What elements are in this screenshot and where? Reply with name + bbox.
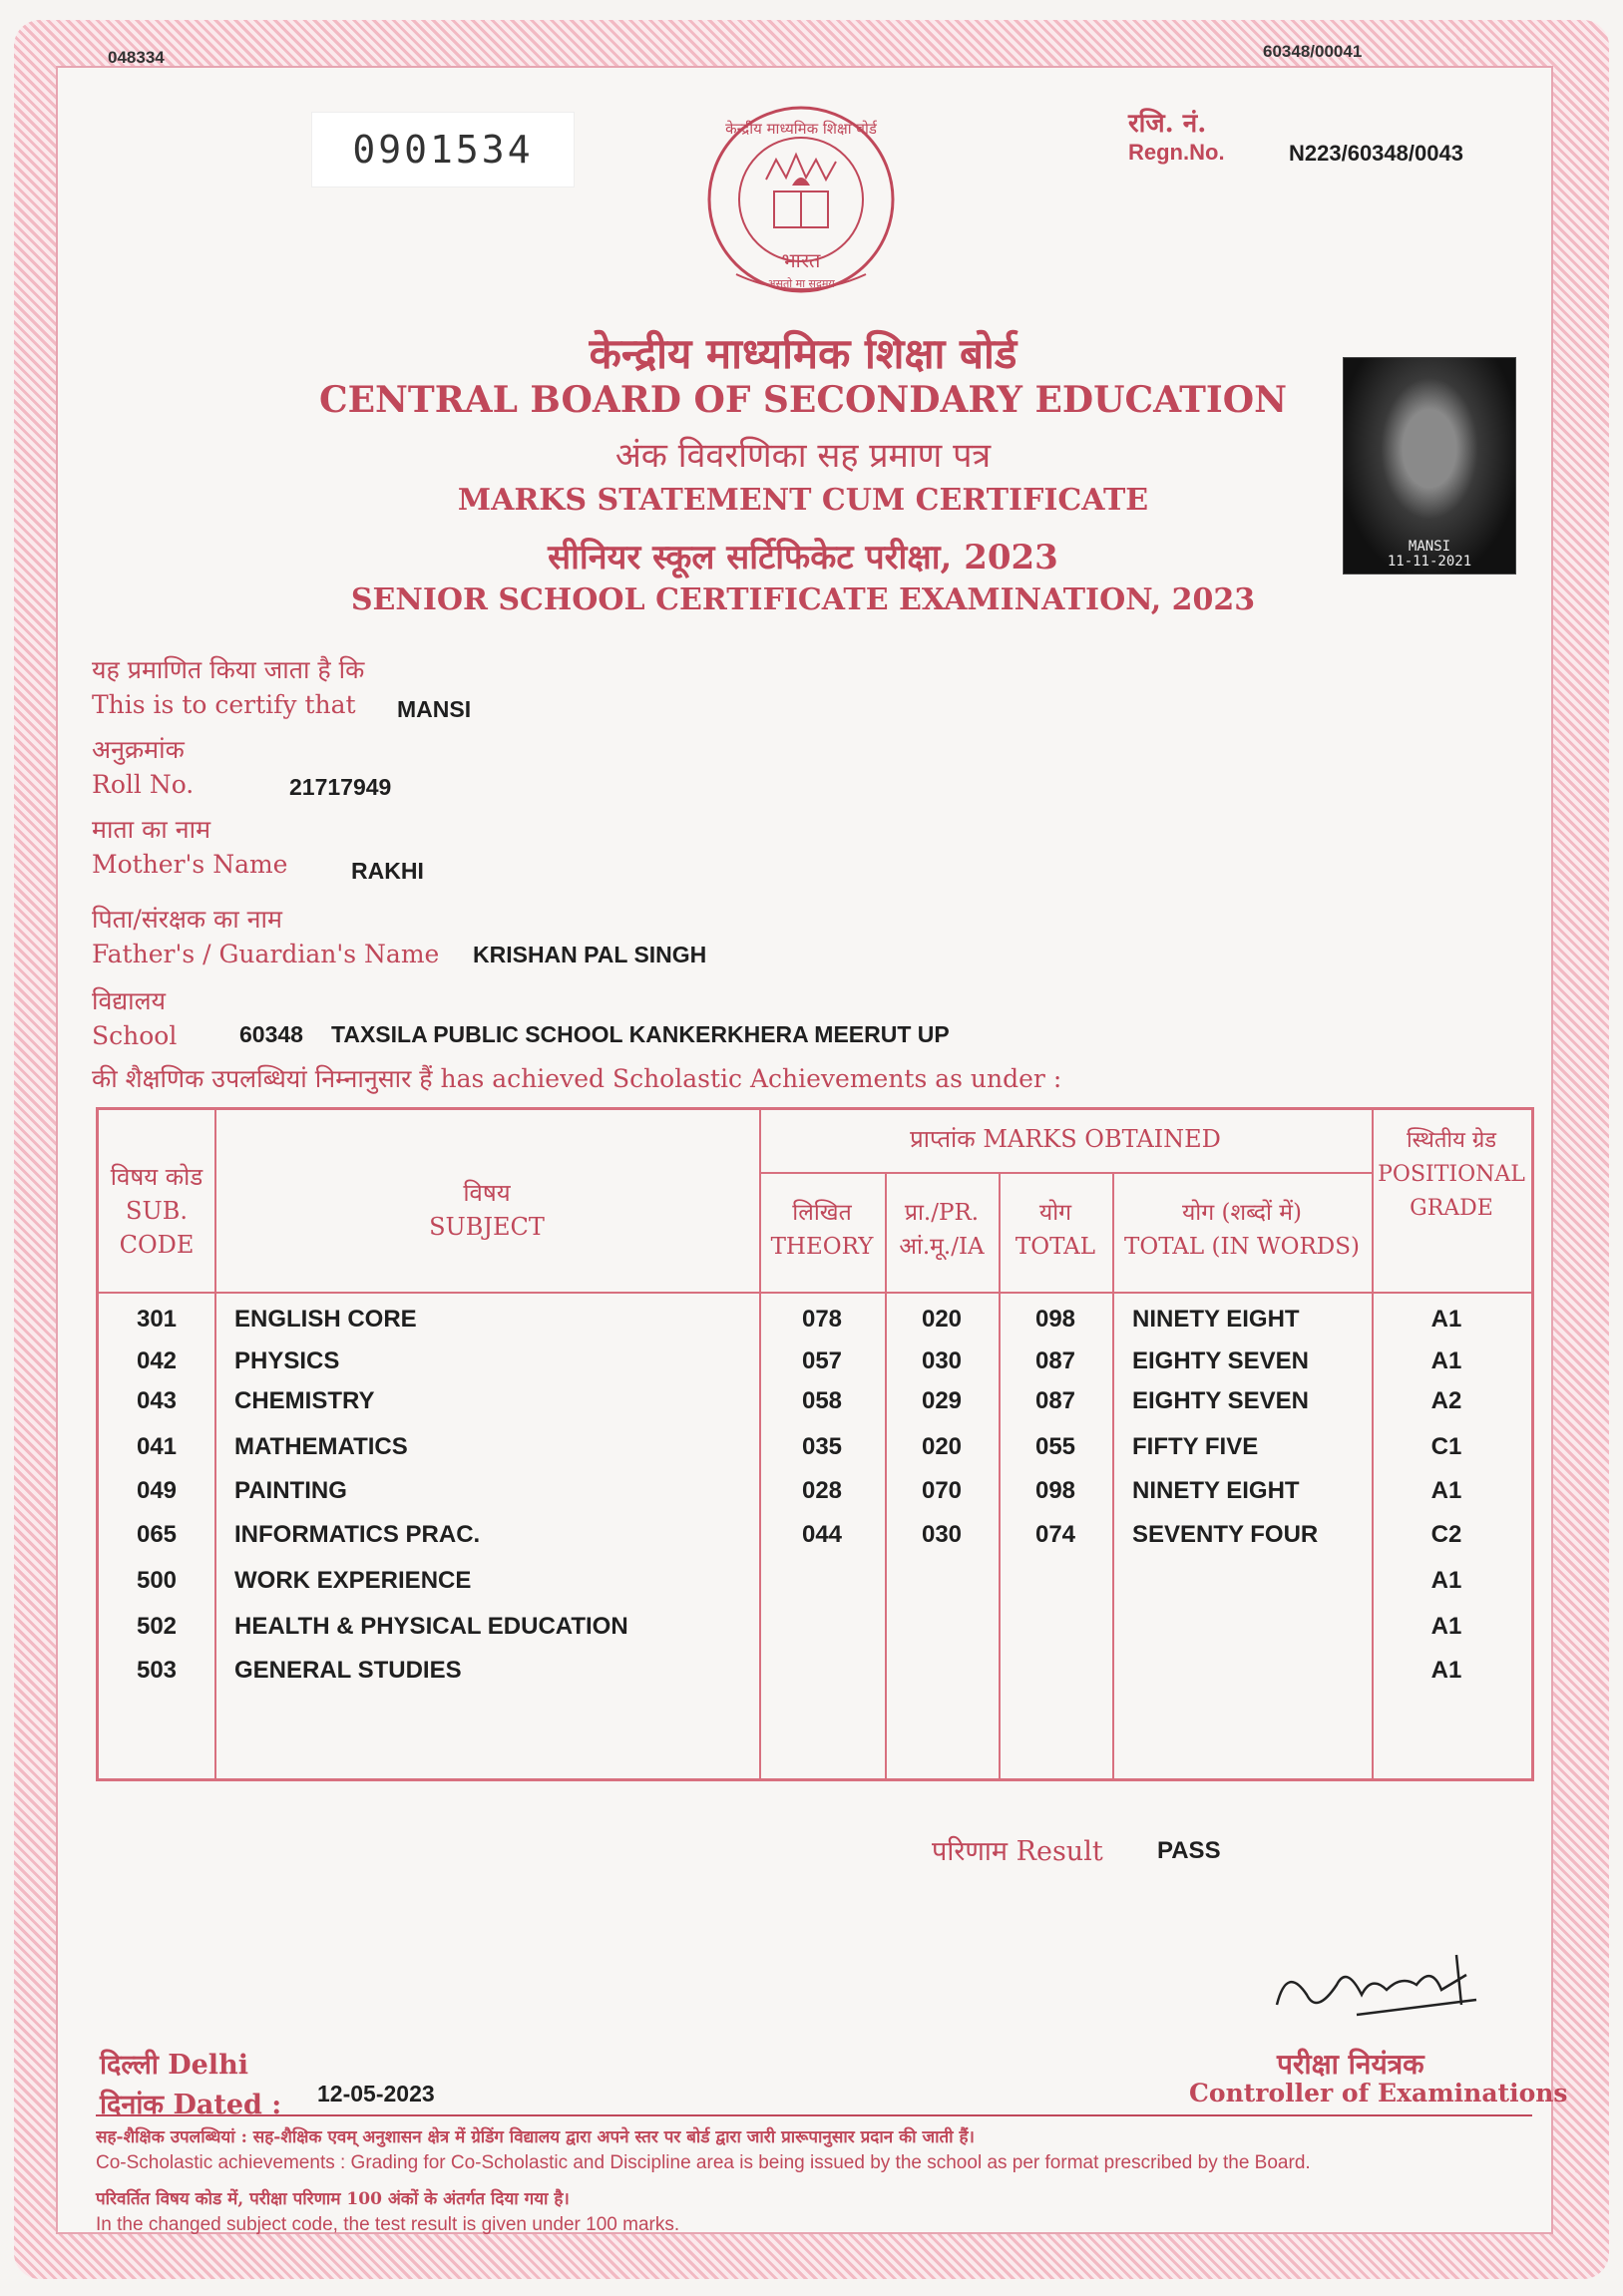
note-co-scholastic-hi: सह-शैक्षिक उपलब्धियां : सह-शैक्षिक एवम् अनुशासन क्षेत्र में ग्रेडिंग विद्यालय द्वारा अपने स्तर पर बोर्ड द्वारा जारी प्रारूपानुसार प्रदान की जाती हैं।	[96, 2127, 975, 2147]
cell-code: 503	[136, 1657, 178, 1684]
cell-words: EIGHTY SEVEN	[1132, 1347, 1309, 1374]
issue-date: 12-05-2023	[317, 2081, 435, 2106]
achieved-label-hi: की शैक्षणिक उपलब्धियां निम्नानुसार हैं	[92, 1064, 433, 1093]
photo-date: 11-11-2021	[1387, 554, 1472, 570]
cell-name: GENERAL STUDIES	[234, 1657, 462, 1684]
cell-name: PHYSICS	[234, 1347, 340, 1374]
cell-code: 065	[136, 1521, 178, 1548]
cell-theory: 057	[801, 1347, 843, 1374]
cell-name: PAINTING	[234, 1477, 347, 1504]
cell-practical: 029	[921, 1387, 963, 1414]
regn-label-en: Regn.No.	[1128, 140, 1225, 165]
cell-theory: 058	[801, 1387, 843, 1414]
cell-theory: 044	[801, 1521, 843, 1548]
footer-divider	[96, 2114, 1532, 2116]
exam-title-en: SENIOR SCHOOL CERTIFICATE EXAMINATION, 2023	[350, 582, 1256, 617]
roll-label-en: Roll No.	[92, 770, 195, 799]
cell-code: 500	[136, 1567, 178, 1594]
note-changed-code-en: In the changed subject code, the test result is given under 100 marks.	[96, 2214, 680, 2235]
exam-title-hi: सीनियर स्कूल सर्टिफिकेट परीक्षा, 2023	[548, 538, 1058, 577]
cbse-emblem-icon	[696, 100, 906, 309]
serial-number: 0901534	[311, 112, 575, 188]
emblem-ring-text: केन्द्रीय माध्यमिक शिक्षा बोर्ड	[725, 120, 877, 138]
cell-code: 502	[136, 1613, 178, 1640]
mother-name: RAKHI	[351, 858, 424, 884]
col-grade-header: स्थितीय ग्रेड POSITIONAL GRADE	[1378, 1128, 1525, 1221]
cell-words: SEVENTY FOUR	[1132, 1521, 1319, 1548]
regn-label-hi: रजि. नं.	[1128, 109, 1207, 139]
doc-title-en: MARKS STATEMENT CUM CERTIFICATE	[457, 483, 1149, 518]
cell-total: 087	[1034, 1387, 1076, 1414]
place: दिल्ली Delhi	[100, 2050, 248, 2081]
cell-practical: 030	[921, 1347, 963, 1374]
col-words-header: योग (शब्दों में) TOTAL (IN WORDS)	[1124, 1200, 1360, 1260]
school-label-en: School	[92, 1021, 178, 1050]
emblem-motto: असतो मा सद्गमय	[767, 277, 835, 290]
cell-words: NINETY EIGHT	[1132, 1477, 1300, 1504]
cell-total: 087	[1034, 1347, 1076, 1374]
certify-label-hi: यह प्रमाणित किया जाता है कि	[92, 655, 365, 684]
school-name: TAXSILA PUBLIC SCHOOL KANKERKHERA MEERUT UP	[331, 1021, 950, 1047]
cell-name: WORK EXPERIENCE	[234, 1567, 472, 1594]
certify-label-en: This is to certify that	[92, 690, 356, 719]
col-total-header: योग TOTAL	[1014, 1200, 1096, 1260]
cell-words: FIFTY FIVE	[1132, 1433, 1259, 1460]
roll-number: 21717949	[289, 774, 392, 800]
father-name: KRISHAN PAL SINGH	[473, 942, 707, 967]
cell-name: CHEMISTRY	[234, 1387, 375, 1414]
cell-grade: A1	[1430, 1657, 1462, 1684]
student-name: MANSI	[397, 696, 472, 722]
cell-total: 055	[1034, 1433, 1076, 1460]
school-label-hi: विद्यालय	[92, 986, 167, 1015]
mother-label-en: Mother's Name	[92, 850, 288, 879]
cell-words: NINETY EIGHT	[1132, 1306, 1300, 1333]
mother-label-hi: माता का नाम	[92, 815, 211, 844]
cell-grade: C2	[1430, 1521, 1462, 1548]
cell-grade: A1	[1430, 1477, 1462, 1504]
cell-name: ENGLISH CORE	[234, 1306, 417, 1333]
achieved-label-en: has achieved Scholastic Achievements as under :	[440, 1064, 1062, 1093]
roll-label-hi: अनुक्रमांक	[92, 735, 185, 764]
marks-table	[96, 1107, 1534, 1781]
school-code: 60348	[239, 1021, 303, 1047]
cell-practical: 070	[921, 1477, 963, 1504]
cell-grade: A2	[1430, 1387, 1462, 1414]
controller-title-en: Controller of Examinations	[1189, 2079, 1568, 2107]
marks-obtained-header: प्राप्तांक MARKS OBTAINED	[910, 1125, 1221, 1153]
cell-grade: A1	[1430, 1347, 1462, 1374]
corner-serial-right: 60348/00041	[1263, 42, 1363, 61]
cell-theory: 028	[801, 1477, 843, 1504]
col-practical-header: प्रा./PR. आं.मू./IA	[899, 1200, 985, 1260]
cell-grade: A1	[1430, 1306, 1462, 1333]
student-photo	[1343, 357, 1516, 574]
note-co-scholastic-en: Co-Scholastic achievements : Grading for Co-Scholastic and Discipline area is being issued by the school as per format prescribed by the Board.	[96, 2152, 1311, 2173]
regn-value: N223/60348/0043	[1289, 141, 1463, 166]
note-changed-code-hi: परिवर्तित विषय कोड में, परीक्षा परिणाम 100 अंकों के अंतर्गत दिया गया है।	[96, 2189, 570, 2209]
cell-practical: 030	[921, 1521, 963, 1548]
cell-code: 042	[136, 1347, 178, 1374]
result-value: PASS	[1157, 1837, 1221, 1864]
corner-serial-left: 048334	[108, 48, 165, 67]
cell-total: 098	[1034, 1477, 1076, 1504]
photo-name: MANSI	[1408, 539, 1451, 555]
col-theory-header: लिखित THEORY	[770, 1200, 874, 1260]
controller-title-hi: परीक्षा नियंत्रक	[1277, 2048, 1424, 2081]
cell-code: 041	[136, 1433, 178, 1460]
cell-name: INFORMATICS PRAC.	[234, 1521, 481, 1548]
cell-grade: C1	[1430, 1433, 1462, 1460]
cell-name: HEALTH & PHYSICAL EDUCATION	[234, 1613, 628, 1640]
cell-theory: 035	[801, 1433, 843, 1460]
emblem-country: भारत	[781, 248, 821, 272]
result-label: परिणाम Result	[932, 1836, 1103, 1867]
doc-title-hi: अंक विवरणिका सह प्रमाण पत्र	[614, 436, 992, 476]
cell-name: MATHEMATICS	[234, 1433, 408, 1460]
father-label-en: Father's / Guardian's Name	[92, 940, 440, 968]
cell-code: 049	[136, 1477, 178, 1504]
cell-code: 301	[136, 1306, 178, 1333]
cell-words: EIGHTY SEVEN	[1132, 1387, 1309, 1414]
board-title-hi: केन्द्रीय माध्यमिक शिक्षा बोर्ड	[589, 329, 1017, 378]
achieved-label	[92, 1061, 1061, 1095]
board-title-en: CENTRAL BOARD OF SECONDARY EDUCATION	[318, 379, 1288, 421]
signature	[1267, 1945, 1486, 2035]
cell-code: 043	[136, 1387, 178, 1414]
father-label-hi: पिता/संरक्षक का नाम	[92, 905, 282, 934]
cell-practical: 020	[921, 1306, 963, 1333]
cell-total: 074	[1034, 1521, 1076, 1548]
cell-grade: A1	[1430, 1567, 1462, 1594]
col-subject-header: विषय SUBJECT	[429, 1179, 545, 1241]
col-code-header: विषय कोड SUB. CODE	[110, 1163, 203, 1259]
cell-grade: A1	[1430, 1613, 1462, 1640]
cell-theory: 078	[801, 1306, 843, 1333]
dated-label: दिनांक Dated :	[100, 2090, 282, 2120]
cell-total: 098	[1034, 1306, 1076, 1333]
cell-practical: 020	[921, 1433, 963, 1460]
